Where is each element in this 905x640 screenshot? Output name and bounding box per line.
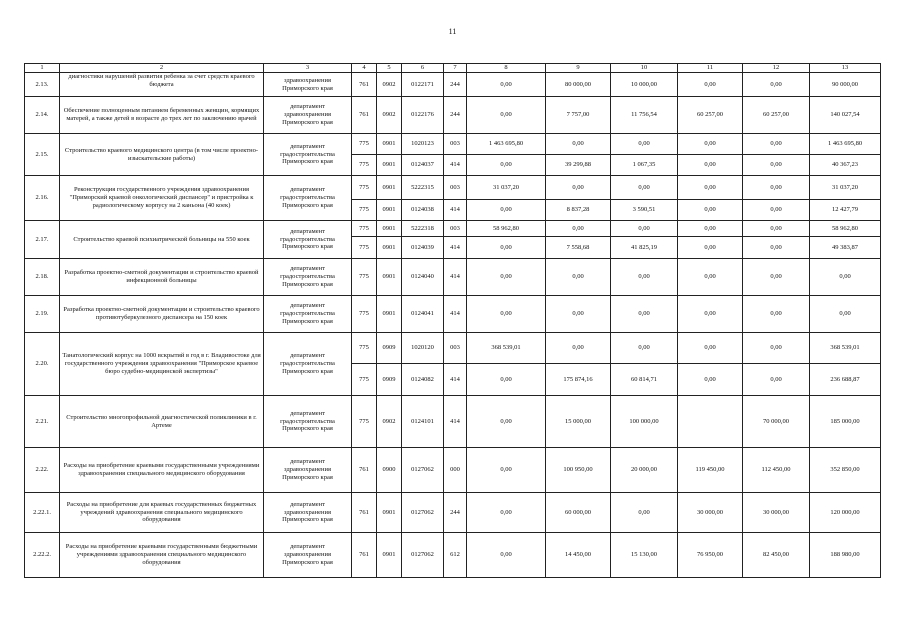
amount-2011: 0,00 xyxy=(467,364,546,396)
amount-2015: 0,00 xyxy=(743,73,810,97)
target-code: 0124101 xyxy=(402,396,444,448)
amount-2012: 80 000,00 xyxy=(546,73,611,97)
expense-type: 414 xyxy=(444,259,467,296)
executor: департамент градостроительства Приморского края xyxy=(264,134,352,176)
admin-code: 761 xyxy=(352,448,377,493)
executor: департамент градостроительства Приморского края xyxy=(264,259,352,296)
amount-2013: 100 000,00 xyxy=(611,396,678,448)
amount-2015: 0,00 xyxy=(743,237,810,259)
target-code: 0124082 xyxy=(402,364,444,396)
target-code: 1020123 xyxy=(402,134,444,155)
executor: департамент градостроительства Приморского края xyxy=(264,176,352,221)
section-code: 0901 xyxy=(377,296,402,333)
amount-2015: 0,00 xyxy=(743,296,810,333)
amount-2014: 0,00 xyxy=(678,176,743,200)
amount-2013: 1 067,35 xyxy=(611,155,678,176)
amount-2015: 0,00 xyxy=(743,221,810,237)
measure-description: Разработка проектно-сметной документации и строительство краевой инфекционной больницы xyxy=(60,259,264,296)
expense-type: 003 xyxy=(444,176,467,200)
amount-2014: 0,00 xyxy=(678,237,743,259)
expense-type: 003 xyxy=(444,134,467,155)
column-number-cell: 1 xyxy=(25,64,60,73)
amount-2014: 0,00 xyxy=(678,200,743,221)
amount-2015: 0,00 xyxy=(743,259,810,296)
executor: департамент здравоохранения Приморского края xyxy=(264,533,352,578)
amount-2013: 41 825,19 xyxy=(611,237,678,259)
amount-2011: 0,00 xyxy=(467,237,546,259)
expense-type: 414 xyxy=(444,396,467,448)
row-number: 2.13. xyxy=(25,73,60,97)
expense-type: 244 xyxy=(444,97,467,134)
expense-type: 414 xyxy=(444,364,467,396)
table-row xyxy=(25,533,881,578)
column-number-cell: 3 xyxy=(264,64,352,73)
row-number: 2.22.2. xyxy=(25,533,60,578)
admin-code: 775 xyxy=(352,155,377,176)
section-code: 0901 xyxy=(377,176,402,200)
amount-total: 188 980,00 xyxy=(810,533,881,578)
column-number-cell: 10 xyxy=(611,64,678,73)
measure-description: Расходы на приобретение краевыми государственными бюджетными учреждениями здравоохранения специального медицинского оборудования xyxy=(60,533,264,578)
amount-total: 58 962,80 xyxy=(810,221,881,237)
amount-2013: 0,00 xyxy=(611,221,678,237)
amount-2011: 31 037,20 xyxy=(467,176,546,200)
expense-type: 244 xyxy=(444,73,467,97)
row-number: 2.14. xyxy=(25,97,60,134)
admin-code: 775 xyxy=(352,333,377,364)
amount-2015: 0,00 xyxy=(743,333,810,364)
column-number-cell: 9 xyxy=(546,64,611,73)
amount-total: 90 000,00 xyxy=(810,73,881,97)
amount-2011: 0,00 xyxy=(467,155,546,176)
amount-2015: 0,00 xyxy=(743,176,810,200)
section-code: 0901 xyxy=(377,200,402,221)
amount-2015: 70 000,00 xyxy=(743,396,810,448)
expense-type: 003 xyxy=(444,333,467,364)
expense-type: 414 xyxy=(444,200,467,221)
amount-total: 12 427,79 xyxy=(810,200,881,221)
measure-description: Строительство многопрофильной диагностической поликлиники в г. Артеме xyxy=(60,396,264,448)
amount-2011: 58 962,80 xyxy=(467,221,546,237)
amount-2012: 175 874,16 xyxy=(546,364,611,396)
section-code: 0909 xyxy=(377,364,402,396)
target-code: 0122171 xyxy=(402,73,444,97)
target-code: 0124038 xyxy=(402,200,444,221)
executor: департамент здравоохранения Приморского края xyxy=(264,97,352,134)
amount-2015: 0,00 xyxy=(743,364,810,396)
amount-2013: 0,00 xyxy=(611,333,678,364)
section-code: 0901 xyxy=(377,533,402,578)
amount-2013: 10 000,00 xyxy=(611,73,678,97)
amount-2015: 0,00 xyxy=(743,155,810,176)
row-number: 2.18. xyxy=(25,259,60,296)
amount-2015: 60 257,00 xyxy=(743,97,810,134)
amount-total: 352 850,00 xyxy=(810,448,881,493)
amount-2014: 0,00 xyxy=(678,73,743,97)
measure-description: Строительство краевой психиатрической больницы на 550 коек xyxy=(60,221,264,259)
measure-description: Строительство краевого медицинского центра (в том числе проектно-изыскательские работы) xyxy=(60,134,264,176)
expense-type: 244 xyxy=(444,493,467,533)
amount-total: 49 383,87 xyxy=(810,237,881,259)
admin-code: 761 xyxy=(352,493,377,533)
amount-2013: 0,00 xyxy=(611,493,678,533)
measure-description: диагностики нарушений развития ребенка за счет средств краевого бюджета xyxy=(60,73,264,97)
amount-2012: 8 837,28 xyxy=(546,200,611,221)
row-number: 2.15. xyxy=(25,134,60,176)
amount-2012: 0,00 xyxy=(546,296,611,333)
section-code: 0902 xyxy=(377,97,402,134)
admin-code: 775 xyxy=(352,396,377,448)
measure-description: Разработка проектно-сметной документации и строительство краевого противотуберкулезного диспансера на 150 коек xyxy=(60,296,264,333)
row-number: 2.17. xyxy=(25,221,60,259)
table-row xyxy=(25,259,881,296)
amount-2012: 0,00 xyxy=(546,221,611,237)
admin-code: 775 xyxy=(352,296,377,333)
column-number-cell: 13 xyxy=(810,64,881,73)
target-code: 0127062 xyxy=(402,533,444,578)
row-number: 2.22.1. xyxy=(25,493,60,533)
target-code: 0124039 xyxy=(402,237,444,259)
amount-total: 185 000,00 xyxy=(810,396,881,448)
column-number-cell: 2 xyxy=(60,64,264,73)
expense-type: 000 xyxy=(444,448,467,493)
table-row xyxy=(25,333,881,364)
amount-total: 120 000,00 xyxy=(810,493,881,533)
measure-description: Реконструкция государственного учреждения здравоохранения "Приморский краевой онкологический диспансер" и пристройка к радиологическому корпусу на 2 каньона (40 коек) xyxy=(60,176,264,221)
amount-2012: 39 299,88 xyxy=(546,155,611,176)
admin-code: 761 xyxy=(352,97,377,134)
amount-2014: 0,00 xyxy=(678,333,743,364)
amount-2013: 0,00 xyxy=(611,259,678,296)
column-number-cell: 4 xyxy=(352,64,377,73)
amount-2015: 112 450,00 xyxy=(743,448,810,493)
section-code: 0909 xyxy=(377,333,402,364)
amount-2011: 0,00 xyxy=(467,533,546,578)
column-number-cell: 11 xyxy=(678,64,743,73)
amount-2012: 60 000,00 xyxy=(546,493,611,533)
target-code: 5222315 xyxy=(402,176,444,200)
amount-2015: 82 450,00 xyxy=(743,533,810,578)
amount-2011: 1 463 695,80 xyxy=(467,134,546,155)
section-code: 0901 xyxy=(377,221,402,237)
executor: департамент градостроительства Приморского края xyxy=(264,333,352,396)
budget-table xyxy=(24,63,881,578)
column-number-cell: 7 xyxy=(444,64,467,73)
amount-2011: 0,00 xyxy=(467,259,546,296)
admin-code: 775 xyxy=(352,200,377,221)
table-row xyxy=(25,448,881,493)
amount-2014: 76 950,00 xyxy=(678,533,743,578)
section-code: 0901 xyxy=(377,259,402,296)
section-code: 0901 xyxy=(377,134,402,155)
admin-code: 761 xyxy=(352,533,377,578)
amount-2012: 7 558,68 xyxy=(546,237,611,259)
amount-2012: 100 950,00 xyxy=(546,448,611,493)
row-number: 2.16. xyxy=(25,176,60,221)
target-code: 0124037 xyxy=(402,155,444,176)
amount-2013: 3 590,51 xyxy=(611,200,678,221)
amount-2014: 0,00 xyxy=(678,155,743,176)
column-number-cell: 12 xyxy=(743,64,810,73)
executor: департамент здравоохранения Приморского края xyxy=(264,493,352,533)
measure-description: Обеспечение полноценным питанием беременных женщин, кормящих матерей, а также детей в возрасте до трех лет по заключению врачей xyxy=(60,97,264,134)
page-number: 11 xyxy=(448,27,457,36)
amount-2011: 0,00 xyxy=(467,448,546,493)
admin-code: 775 xyxy=(352,259,377,296)
amount-2014: 0,00 xyxy=(678,134,743,155)
amount-2015: 30 000,00 xyxy=(743,493,810,533)
expense-type: 414 xyxy=(444,237,467,259)
amount-2012: 0,00 xyxy=(546,176,611,200)
table-row xyxy=(25,134,881,155)
amount-2014: 0,00 xyxy=(678,259,743,296)
amount-2012: 15 000,00 xyxy=(546,396,611,448)
expense-type: 414 xyxy=(444,155,467,176)
amount-2014: 0,00 xyxy=(678,221,743,237)
target-code: 0124040 xyxy=(402,259,444,296)
admin-code: 775 xyxy=(352,364,377,396)
amount-2014: 30 000,00 xyxy=(678,493,743,533)
executor: департамент градостроительства Приморского края xyxy=(264,221,352,259)
target-code: 0127062 xyxy=(402,493,444,533)
row-number: 2.19. xyxy=(25,296,60,333)
section-code: 0901 xyxy=(377,237,402,259)
table-row xyxy=(25,296,881,333)
amount-total: 1 463 695,80 xyxy=(810,134,881,155)
admin-code: 775 xyxy=(352,176,377,200)
admin-code: 761 xyxy=(352,73,377,97)
admin-code: 775 xyxy=(352,221,377,237)
target-code: 1020120 xyxy=(402,333,444,364)
table-row xyxy=(25,221,881,237)
row-number: 2.21. xyxy=(25,396,60,448)
column-number-cell: 8 xyxy=(467,64,546,73)
amount-2011: 0,00 xyxy=(467,200,546,221)
target-code: 5222318 xyxy=(402,221,444,237)
row-number: 2.20. xyxy=(25,333,60,396)
amount-2013: 0,00 xyxy=(611,134,678,155)
executor: департамент градостроительства Приморского края xyxy=(264,296,352,333)
expense-type: 612 xyxy=(444,533,467,578)
amount-2013: 60 814,71 xyxy=(611,364,678,396)
executor: департамент градостроительства Приморского края xyxy=(264,396,352,448)
amount-2012: 14 450,00 xyxy=(546,533,611,578)
expense-type: 003 xyxy=(444,221,467,237)
amount-2011: 0,00 xyxy=(467,396,546,448)
table-row xyxy=(25,73,881,97)
amount-total: 0,00 xyxy=(810,259,881,296)
amount-total: 368 539,01 xyxy=(810,333,881,364)
amount-2012: 0,00 xyxy=(546,134,611,155)
amount-2012: 0,00 xyxy=(546,333,611,364)
admin-code: 775 xyxy=(352,134,377,155)
amount-2014 xyxy=(678,396,743,448)
amount-2014: 0,00 xyxy=(678,296,743,333)
section-code: 0902 xyxy=(377,396,402,448)
admin-code: 775 xyxy=(352,237,377,259)
executor: здравоохранения Приморского края xyxy=(264,73,352,97)
column-number-cell: 5 xyxy=(377,64,402,73)
column-number-cell: 6 xyxy=(402,64,444,73)
amount-2011: 0,00 xyxy=(467,296,546,333)
table-row xyxy=(25,97,881,134)
amount-2013: 11 756,54 xyxy=(611,97,678,134)
amount-2011: 368 539,01 xyxy=(467,333,546,364)
target-code: 0124041 xyxy=(402,296,444,333)
executor: департамент здравоохранения Приморского края xyxy=(264,448,352,493)
amount-2015: 0,00 xyxy=(743,200,810,221)
section-code: 0901 xyxy=(377,493,402,533)
section-code: 0900 xyxy=(377,448,402,493)
measure-description: Расходы на приобретение краевыми государственными учреждениями здравоохранения специального медицинского оборудования xyxy=(60,448,264,493)
amount-total: 40 367,23 xyxy=(810,155,881,176)
amount-2013: 15 130,00 xyxy=(611,533,678,578)
amount-2011: 0,00 xyxy=(467,493,546,533)
target-code: 0122176 xyxy=(402,97,444,134)
amount-total: 140 027,54 xyxy=(810,97,881,134)
column-number-row xyxy=(25,64,881,73)
section-code: 0901 xyxy=(377,155,402,176)
amount-2012: 7 757,00 xyxy=(546,97,611,134)
table-row xyxy=(25,493,881,533)
amount-2013: 0,00 xyxy=(611,296,678,333)
measure-description: Расходы на приобретение для краевых государственных бюджетных учреждений здравоохранения специального медицинского оборудования xyxy=(60,493,264,533)
amount-2011: 0,00 xyxy=(467,73,546,97)
amount-2014: 0,00 xyxy=(678,364,743,396)
target-code: 0127062 xyxy=(402,448,444,493)
row-number: 2.22. xyxy=(25,448,60,493)
amount-total: 236 688,87 xyxy=(810,364,881,396)
amount-2011: 0,00 xyxy=(467,97,546,134)
amount-2012: 0,00 xyxy=(546,259,611,296)
amount-2014: 119 450,00 xyxy=(678,448,743,493)
expense-type: 414 xyxy=(444,296,467,333)
amount-total: 0,00 xyxy=(810,296,881,333)
section-code: 0902 xyxy=(377,73,402,97)
measure-description: Танатологический корпус на 1000 вскрытий в год в г. Владивостоке для государственного учреждения здравоохранения "Приморское краевое бюро судебно-медицинской экспертизы" xyxy=(60,333,264,396)
table-row xyxy=(25,176,881,200)
amount-2014: 60 257,00 xyxy=(678,97,743,134)
amount-2013: 20 000,00 xyxy=(611,448,678,493)
amount-total: 31 037,20 xyxy=(810,176,881,200)
table-row xyxy=(25,396,881,448)
amount-2013: 0,00 xyxy=(611,176,678,200)
amount-2015: 0,00 xyxy=(743,134,810,155)
